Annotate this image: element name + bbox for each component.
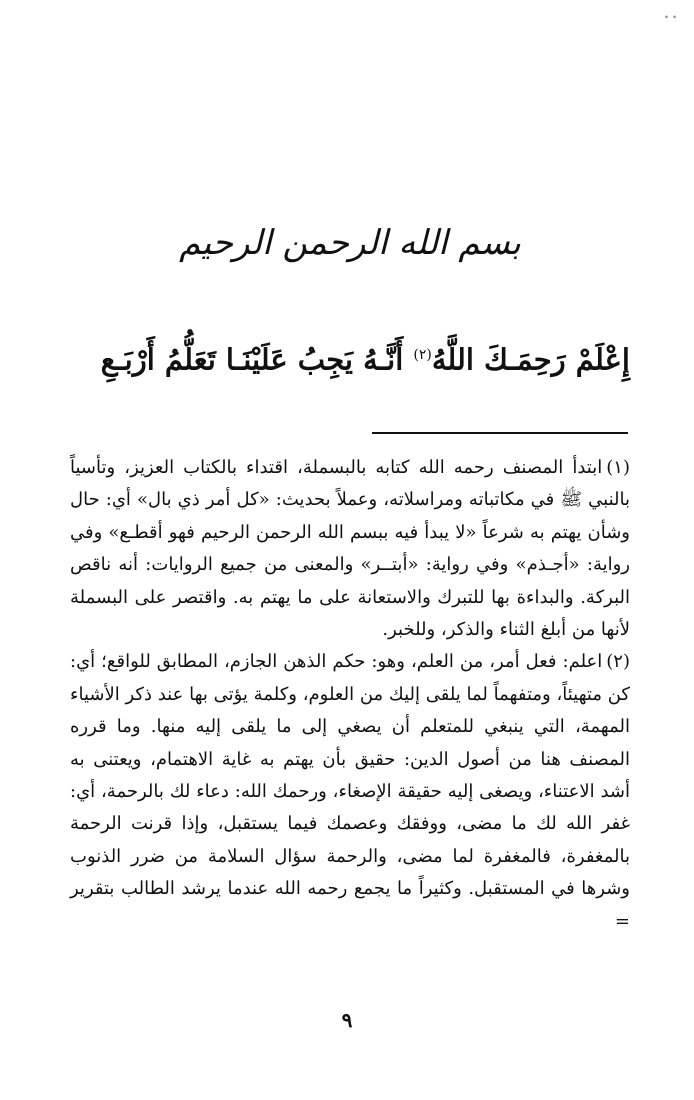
footnote-number: (٢) [606, 651, 630, 673]
footnote-reference: (٢) [413, 347, 432, 363]
footnote-text: اعلم: فعل أمر، من العلم، وهو: حكم الذهن الجازم، المطابق للواقع؛ أي: كن متهيئاً، ومتفهماً لما يلقى إليك من العلوم، وكلمة يؤتى بها عند ذكر الأشياء المهمة، التي ينبغي للمتعلم أن يصغي إلى ما يلقى إليه منها. وما قرره المصنف هنا من أصول الدين: حقيق بأن يهتم به غاية الاهتمام، ويعتنى به أشد الاعتناء، ويصغى إليه حقيقة الإصغاء، ورحمك الله: دعاء لك بالرحمة، أي: غفر الله لك ما مضى، ووفقك وعصمك فيما يستقبل، وإذا قرنت الرحمة بالمغفرة، فالمغفرة لما مضى، والرحمة سؤال السلامة من ضرر الذنوب وشرها في المستقبل. وكثيراً ما يجمع رحمه الله عندما يرشد الطالب بتقرير = [70, 651, 630, 932]
footnote-text: ابتدأ المصنف رحمه الله كتابه بالبسملة، اقتداء بالكتاب العزيز، وتأسياً بالنبي ﷺ في مكاتباته ومراسلاته، وعملاً بحديث: «كل أمر ذي بال» أي: حال وشأن يهتم به شرعاً «لا يبدأ فيه ببسم الله الرحمن الرحيم فهو أقطـع» وفي رواية: «أجـذم» وفي رواية: «أبتــر» والمعنى من جميع الروايات: أنه ناقص البركة. والبداءة بها للتبرك والاستعانة على ما يهتم به. واقتصر على البسملة لأنها من أبلغ الثناء والذكر، وللخبر. [70, 457, 630, 641]
main-text-continued: أَنَّـهُ يَجِبُ عَلَيْنَـا تَعَلُّمُ أَرْبَـعِ [100, 342, 404, 377]
footnote-separator [372, 432, 628, 434]
footnotes-section [70, 452, 630, 938]
corner-mark: ∙ ∙ [664, 12, 677, 23]
footnote-number: (١) [606, 457, 630, 478]
main-text-start: إِعْلَمْ رَحِمَـكَ اللَّهُ [431, 342, 630, 377]
footnote-2 [70, 646, 630, 938]
footnote-1 [70, 452, 630, 646]
basmala-heading: بسم الله الرحمن الرحيم [179, 223, 521, 263]
main-text-line [70, 330, 630, 385]
page-number: ٩ [341, 1008, 353, 1032]
